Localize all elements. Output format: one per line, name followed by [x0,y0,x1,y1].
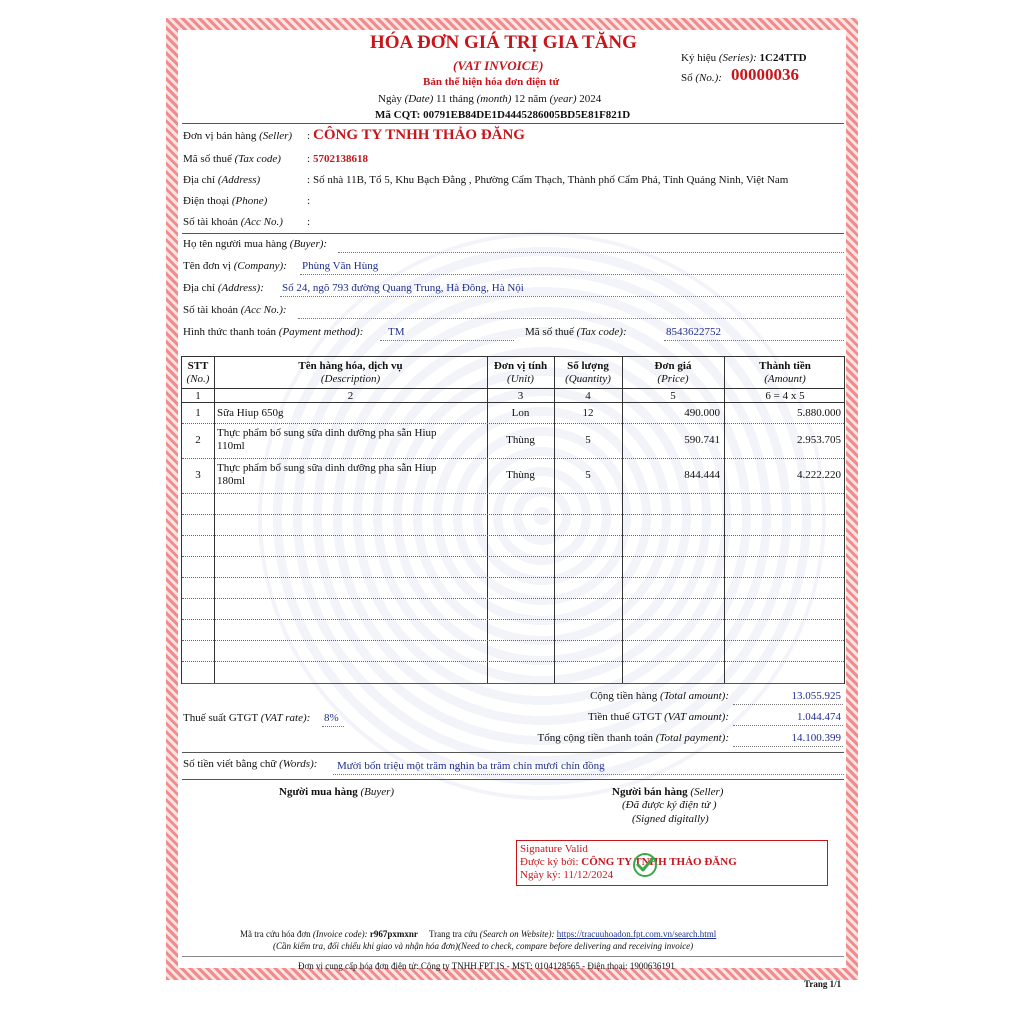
row-unit: Thùng [506,434,535,446]
total-payment-line [733,746,843,747]
invoice-title: HÓA ĐƠN GIÁ TRỊ GIA TĂNG [370,32,637,53]
vat-rate-line [322,726,344,727]
vat-amount-label: Tiền thuế GTGT (VAT amount): [588,711,729,723]
seller-address: Số nhà 11B, Tổ 5, Khu Bạch Đằng , Phường Cẩm Thạch, Thành phố Cẩm Phả, Tỉnh Quảng Ninh, Việt Nam [313,174,789,186]
signature-date: Ngày ký: 11/12/2024 [520,869,614,881]
total-payment: 14.100.399 [791,732,841,744]
row-price: 590.741 [684,434,720,446]
buyer-sign-label: Người mua hàng (Buyer) [279,786,395,798]
row-divider [182,458,844,459]
buyer-company-label: Tên đơn vị (Company): [183,260,287,272]
vat-amount: 1.044.474 [797,711,841,723]
seller-name-colon: : [307,130,311,142]
seller-tax-colon: : [307,153,311,165]
words-line [333,774,844,775]
provider-info: Đơn vị cung cấp hóa đơn điện tử: Công ty TNHH FPT IS - MST: 0104128565 - Điện thoại: 1900636191 [298,961,675,971]
row-divider [182,598,844,599]
vat-amount-line [733,725,843,726]
invoice-subtitle: (VAT INVOICE) [453,58,544,73]
col-divider [214,357,215,683]
header-no: STT (No.) [186,360,210,385]
invoice-number: 00000036 [731,65,799,84]
row-divider [182,619,844,620]
seller-tax-code: 5702138618 [313,153,368,165]
header-divider [182,123,844,124]
row-divider [182,423,844,424]
invoice-note: Bản thể hiện hóa đơn điện tử [423,76,560,88]
seller-acc-label: Số tài khoản (Acc No.) [183,216,283,228]
vat-rate-label: Thuế suất GTGT (VAT rate): [183,712,311,724]
seller-name-label: Đơn vị bán hàng (Seller) [183,130,293,142]
vat-rate: 8% [324,712,339,724]
col-divider [622,357,623,683]
buyer-acc-label: Số tài khoản (Acc No.): [183,304,287,316]
row-unit: Lon [511,407,530,419]
row-divider [182,514,844,515]
row-quantity: 12 [582,407,594,419]
row-amount: 2.953.705 [797,434,841,446]
buyer-name-line [338,252,844,253]
row-divider [182,577,844,578]
col-divider [554,357,555,683]
payment-method: TM [388,326,405,338]
seller-sign-note: (Đã được ký điện tử ) [622,799,717,811]
invoice-number-label: Số (No.): [681,72,722,84]
payment-method-label: Hình thức thanh toán (Payment method): [183,326,364,338]
footer-divider [182,956,844,957]
check-mark-icon [631,851,659,879]
row-quantity: 5 [585,434,591,446]
mcqt-code: Mã CQT: 00791EB84DE1D4445286005BD5E81F821D [375,109,631,121]
total-amount-line [733,704,843,705]
row-no: 1 [195,407,201,419]
buyer-address-label: Địa chỉ (Address): [183,282,264,294]
header-unit: Đơn vị tính (Unit) [493,360,548,385]
total-amount-label: Cộng tiền hàng (Total amount): [590,690,729,702]
invoice-lookup-line: Mã tra cứu hóa đơn (Invoice code): r967pxmxnr Trang tra cứu (Search on Website): https://tracuuhoadon.fpt.com.vn/search.html [240,929,717,939]
row-unit: Thùng [506,469,535,481]
header-quantity: Số lượng (Quantity) [565,360,611,385]
row-no: 2 [195,434,201,446]
seller-phone-label: Điện thoại (Phone) [183,195,268,207]
words-divider [182,779,844,780]
buyer-company-line [300,274,844,275]
row-price: 490.000 [684,407,720,419]
row-description: Sữa Hiup 650g [217,407,284,419]
index-cell: 4 [585,390,591,402]
header-description: Tên hàng hóa, dịch vụ (Description) [298,360,403,385]
index-cell: 2 [347,390,354,402]
lookup-website-link[interactable]: https://tracuuhoadon.fpt.com.vn/search.html [556,929,717,939]
buyer-tax-code: 8543622752 [666,326,721,338]
seller-acc-colon: : [307,216,311,228]
page-number: Trang 1/1 [804,979,842,989]
check-note: (Cần kiểm tra, đối chiếu khi giao và nhận hóa đơn)(Need to check, compare before delivering and receiving invoice) [273,941,694,951]
row-divider [182,556,844,557]
seller-address-colon: : [307,174,311,186]
amount-in-words: Mười bốn triệu một trăm nghìn ba trăm chín mươi chín đồng [337,760,605,772]
row-description: Thực phẩm bổ sung sữa dinh dưỡng pha sẵn Hiup 180ml [217,462,437,487]
payment-method-line [380,340,514,341]
buyer-address-line [280,296,844,297]
words-label: Số tiền viết bằng chữ (Words): [183,758,318,770]
row-divider [182,388,844,389]
items-table [181,356,845,684]
totals-divider [182,752,844,753]
row-divider [182,640,844,641]
index-cell: 3 [517,390,524,402]
signature-signed-by: Được ký bởi: CÔNG TY TNHH THẢO ĐĂNG [520,856,737,868]
col-divider [487,357,488,683]
index-cell: 1 [195,390,201,402]
seller-phone-colon: : [307,195,311,207]
row-amount: 4.222.220 [797,469,841,481]
buyer-name-label: Họ tên người mua hàng (Buyer): [183,238,328,250]
seller-sign-label: Người bán hàng (Seller) [612,786,724,798]
row-amount: 5.880.000 [797,407,841,419]
row-divider [182,493,844,494]
row-divider [182,535,844,536]
row-description: Thực phẩm bổ sung sữa dinh dưỡng pha sẵn Hiup 110ml [217,427,437,452]
row-no: 3 [195,469,201,481]
header-amount: Thành tiền (Amount) [759,360,811,385]
header-price: Đơn giá (Price) [654,360,692,385]
seller-address-label: Địa chỉ (Address) [183,174,261,186]
row-quantity: 5 [585,469,591,481]
total-amount: 13.055.925 [791,690,841,702]
seller-divider [182,233,844,234]
index-cell: 5 [670,390,676,402]
total-payment-label: Tổng cộng tiền thanh toán (Total payment): [537,732,729,744]
buyer-company: Phùng Văn Hùng [302,260,379,272]
signature-valid-text: Signature Valid [520,843,588,855]
invoice-series: Ký hiệu (Series): 1C24TTD [681,52,807,64]
table-bottom-divider [182,683,844,684]
buyer-tax-line [664,340,844,341]
seller-sign-note-en: (Signed digitally) [632,813,709,825]
buyer-tax-label: Mã số thuế (Tax code): [525,326,627,338]
buyer-acc-line [298,318,844,319]
row-divider [182,661,844,662]
index-cell: 6 = 4 x 5 [765,390,805,402]
digital-signature-box [516,840,828,886]
buyer-address: Số 24, ngõ 793 đường Quang Trung, Hà Đông, Hà Nội [282,282,524,294]
invoice-date: Ngày (Date) 11 tháng (month) 12 năm (year) 2024 [378,93,602,105]
row-price: 844.444 [684,469,720,481]
col-divider [724,357,725,683]
seller-tax-label: Mã số thuế (Tax code) [183,153,281,165]
seller-name: CÔNG TY TNHH THẢO ĐĂNG [313,127,525,143]
